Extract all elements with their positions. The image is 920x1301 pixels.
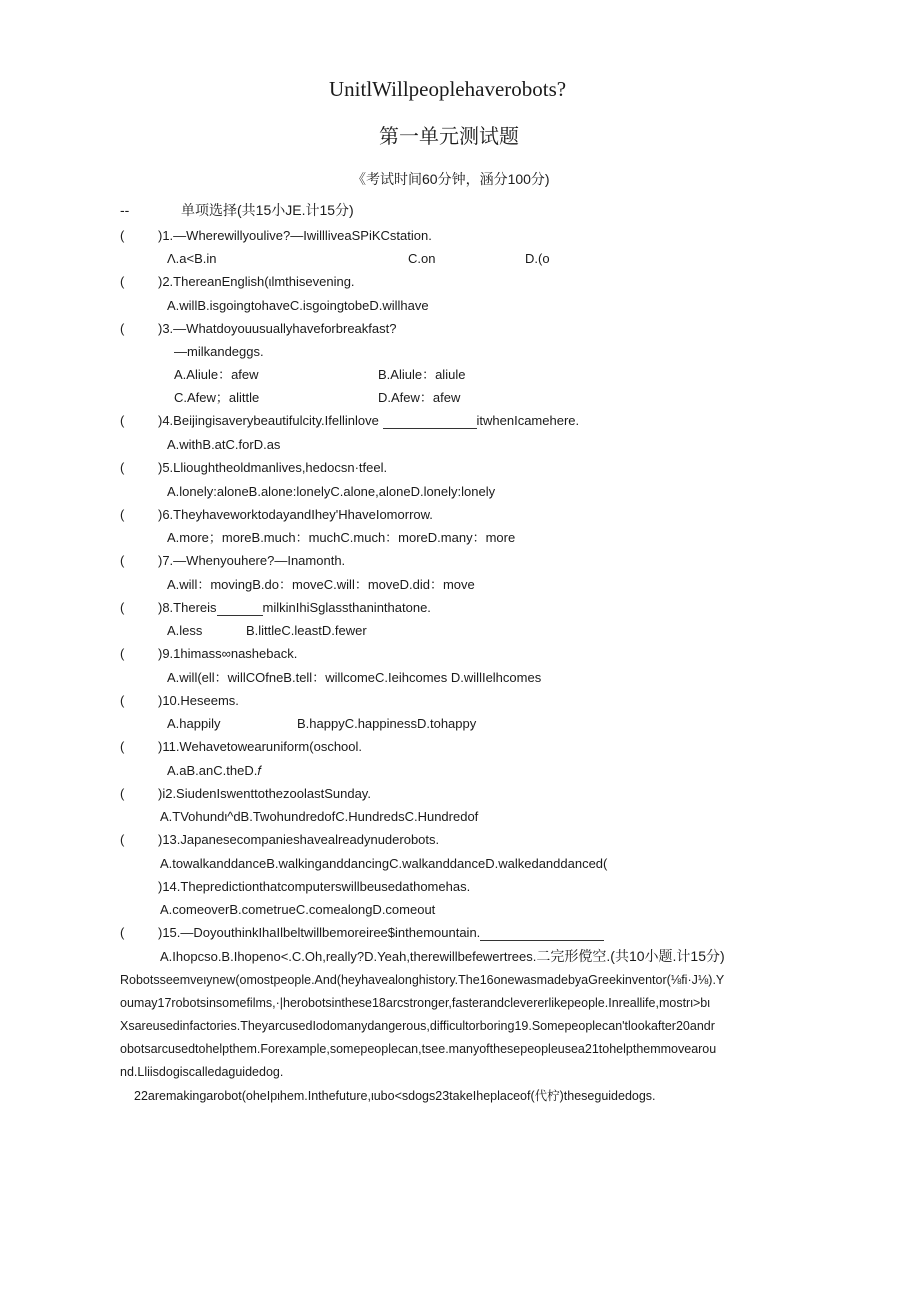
q15-stem xyxy=(158,925,604,941)
passage-line-4: obotsarcusedtohelpthem.Forexample,somepeoplecan,tsee.manyofthesepeopleusea21tohelpthemmovearou xyxy=(120,1042,717,1056)
q8-blank xyxy=(217,602,263,616)
passage-line-5: nd.Lliisdogiscalledaguidedog. xyxy=(120,1065,284,1079)
q6-bracket: ( xyxy=(120,507,125,522)
q11-options: A.aB.anC.theD.𝑓 xyxy=(167,763,262,778)
q6-stem: )6.TheyhaveworktodayandIhey'HhaveIomorrow. xyxy=(158,507,433,522)
section1-heading: 单项选择(共15小JE.计15分) xyxy=(181,202,354,218)
q8-bracket: ( xyxy=(120,600,125,615)
q9-stem: )9.1himass∞nasheback. xyxy=(158,646,298,661)
q14-stem: )14.Thepredictionthatcomputerswillbeusedathomehas. xyxy=(158,879,471,894)
q1-stem: )1.—Wherewillyoulive?—IwillliveaSPiKCstation. xyxy=(158,228,432,243)
q12-stem: )i2.SiudenIswenttothezoolastSunday. xyxy=(158,786,371,801)
q3-option-b: B.Aliule：aliule xyxy=(378,367,466,382)
q8-stem-pre: )8.Thereis xyxy=(158,600,217,615)
section-dash: -- xyxy=(120,202,130,218)
q4-stem-post: itwhenIcamehere. xyxy=(476,413,580,428)
q8-stem-post: milkinIhiSglassthaninthatone. xyxy=(262,600,431,615)
q3-option-c: C.Afew；alittle xyxy=(174,390,260,405)
q6-options: A.more；moreB.much：muchC.much：moreD.many：more xyxy=(167,530,516,545)
q5-bracket: ( xyxy=(120,460,125,475)
q7-options: A.will：movingB.do：moveC.will：moveD.did：move xyxy=(167,577,475,592)
q10-bracket: ( xyxy=(120,693,125,708)
q3-line2: —milkandeggs. xyxy=(174,344,264,359)
q1-option-a: Λ.a<B.in xyxy=(167,251,217,266)
q12-options: A.TVohundι^dB.TwohundredofC.HundredsC.Hundredof xyxy=(160,809,479,824)
q4-stem-pre: )4.Beijingisaverybeautifulcity.Ifellinlove xyxy=(158,413,379,428)
q11-stem: )11.Wehavetowearuniform(oschool. xyxy=(158,739,363,754)
q8-stem xyxy=(158,600,431,616)
q13-stem: )13.Japanesecompanieshavealreadynuderobots. xyxy=(158,832,440,847)
q15-bracket: ( xyxy=(120,925,125,940)
q1-option-c: C.on xyxy=(408,251,436,266)
passage-line-2: oumay17robotsinsomefilms,·|herobotsinthese18arcstronger,fasterandclevererlikepeople.Inreallife,mostrι>bι xyxy=(120,996,711,1010)
passage-line-3: Xsareusedinfactories.TheyarcusedIodomanydangerous,difficultorboring19.Somepeoplecan'tlookafter20andr xyxy=(120,1019,715,1033)
q13-bracket: ( xyxy=(120,832,125,847)
passage-line-1: Robotsseemveιynew(omostpeople.And(heyhavealonghistory.The16onewasmadebyaGreekinventor(⅛fi·J⅛).Y xyxy=(120,973,725,987)
q3-option-d: D.Afew：afew xyxy=(378,390,461,405)
q13-options: A.towalkanddanceB.walkinganddancingC.walkanddanceD.walkedanddanced( xyxy=(160,856,608,871)
q5-options: A.lonely:aloneB.alone:lonelyC.alone,aloneD.lonely:lonely xyxy=(167,484,496,499)
q4-blank xyxy=(383,415,477,429)
q1-option-d: D.(o xyxy=(525,251,550,266)
q8-option-a: A.less xyxy=(167,623,203,638)
q10-options-rest: B.happyC.happinessD.tohappy xyxy=(297,716,477,731)
q15-stem-text: )15.—DoyouthinkIhaIlbeltwillbemoreiree$inthemountain. xyxy=(158,925,481,940)
passage-line-6: 22aremakingarobot(oheIpιhem.Inthefuture,ιubo<sdogs23takeIheplaceof(代柠)theseguidedogs. xyxy=(134,1089,656,1103)
q2-bracket: ( xyxy=(120,274,125,289)
q15-options-text: A.Ihopcso.B.Ihopeno<.C.Oh,really?D.Yeah,therewillbefewertrees. xyxy=(160,949,537,964)
q4-stem xyxy=(158,413,579,429)
q14-options: A.comeoverB.cometrueC.comealongD.comeout xyxy=(160,902,436,917)
q4-options: A.withB.atC.forD.as xyxy=(167,437,281,452)
page-subtitle: 第一单元测试题 xyxy=(379,124,519,148)
q11-bracket: ( xyxy=(120,739,125,754)
q10-option-a: A.happily xyxy=(167,716,221,731)
q12-bracket: ( xyxy=(120,786,125,801)
page-title: UnitlWillpeoplehaverobots? xyxy=(329,77,567,101)
q2-stem: )2.ThereanEnglish(ιlmthisevening. xyxy=(158,274,355,289)
q15-options xyxy=(160,948,725,965)
q7-stem: )7.—Whenyouhere?—Inamonth. xyxy=(158,553,346,568)
q9-bracket: ( xyxy=(120,646,125,661)
q5-stem: )5.Llioughtheoldmanlives,hedocsn·tfeel. xyxy=(158,460,388,475)
exam-info: 《考试时间60分钟，涵分100分) xyxy=(352,171,550,187)
section2-heading: 二完形傥空.(共10小题.计15分) xyxy=(536,948,725,964)
q10-stem: )10.Heseems. xyxy=(158,693,239,708)
q3-bracket: ( xyxy=(120,321,125,336)
q3-stem: )3.—Whatdoyouusuallyhaveforbreakfast? xyxy=(158,321,397,336)
q8-options-rest: B.littleC.leastD.fewer xyxy=(246,623,367,638)
q2-options: A.willB.isgoingtohaveC.isgoingtobeD.willhave xyxy=(167,298,429,313)
q1-bracket: ( xyxy=(120,228,125,243)
q3-option-a: A.Aliule：afew xyxy=(174,367,259,382)
q4-bracket: ( xyxy=(120,413,125,428)
q15-blank xyxy=(480,927,604,941)
q9-options: A.will(ell：willCOfneB.tell：willcomeC.Ieihcomes D.willIelhcomes xyxy=(167,670,542,685)
q7-bracket: ( xyxy=(120,553,125,568)
